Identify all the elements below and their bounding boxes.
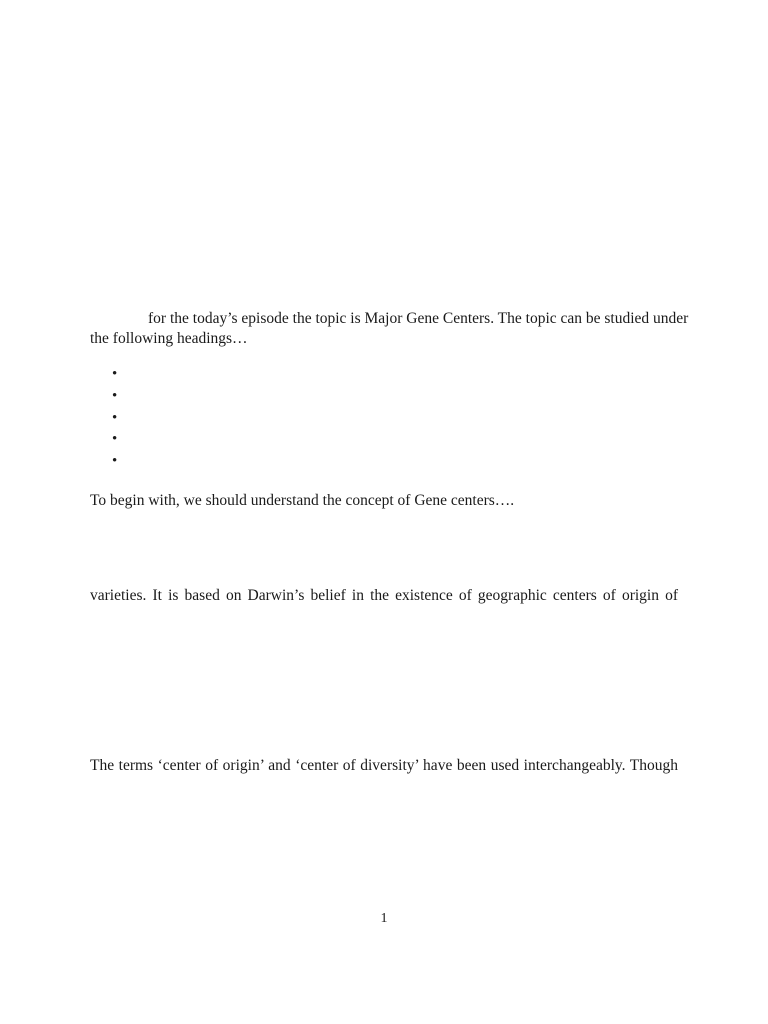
bullet-item bbox=[112, 451, 122, 473]
bullet-item bbox=[112, 364, 122, 386]
headings-bullet-list bbox=[112, 364, 122, 473]
intro-paragraph-line-2: the following headings… bbox=[90, 330, 248, 347]
intro-paragraph-line-1: for the today’s episode the topic is Major Gene Centers. The topic can be studied under bbox=[148, 310, 689, 327]
begin-paragraph: To begin with, we should understand the concept of Gene centers…. bbox=[90, 492, 515, 509]
darwin-paragraph-line: varieties. It is based on Darwin’s belief in the existence of geographic centers of origin of bbox=[90, 587, 678, 604]
page-number: 1 bbox=[380, 911, 388, 926]
bullet-item bbox=[112, 386, 122, 408]
bullet-item bbox=[112, 429, 122, 451]
bullet-item bbox=[112, 408, 122, 430]
terms-paragraph-line: The terms ‘center of origin’ and ‘center of diversity’ have been used interchangeably. Though bbox=[90, 757, 678, 774]
